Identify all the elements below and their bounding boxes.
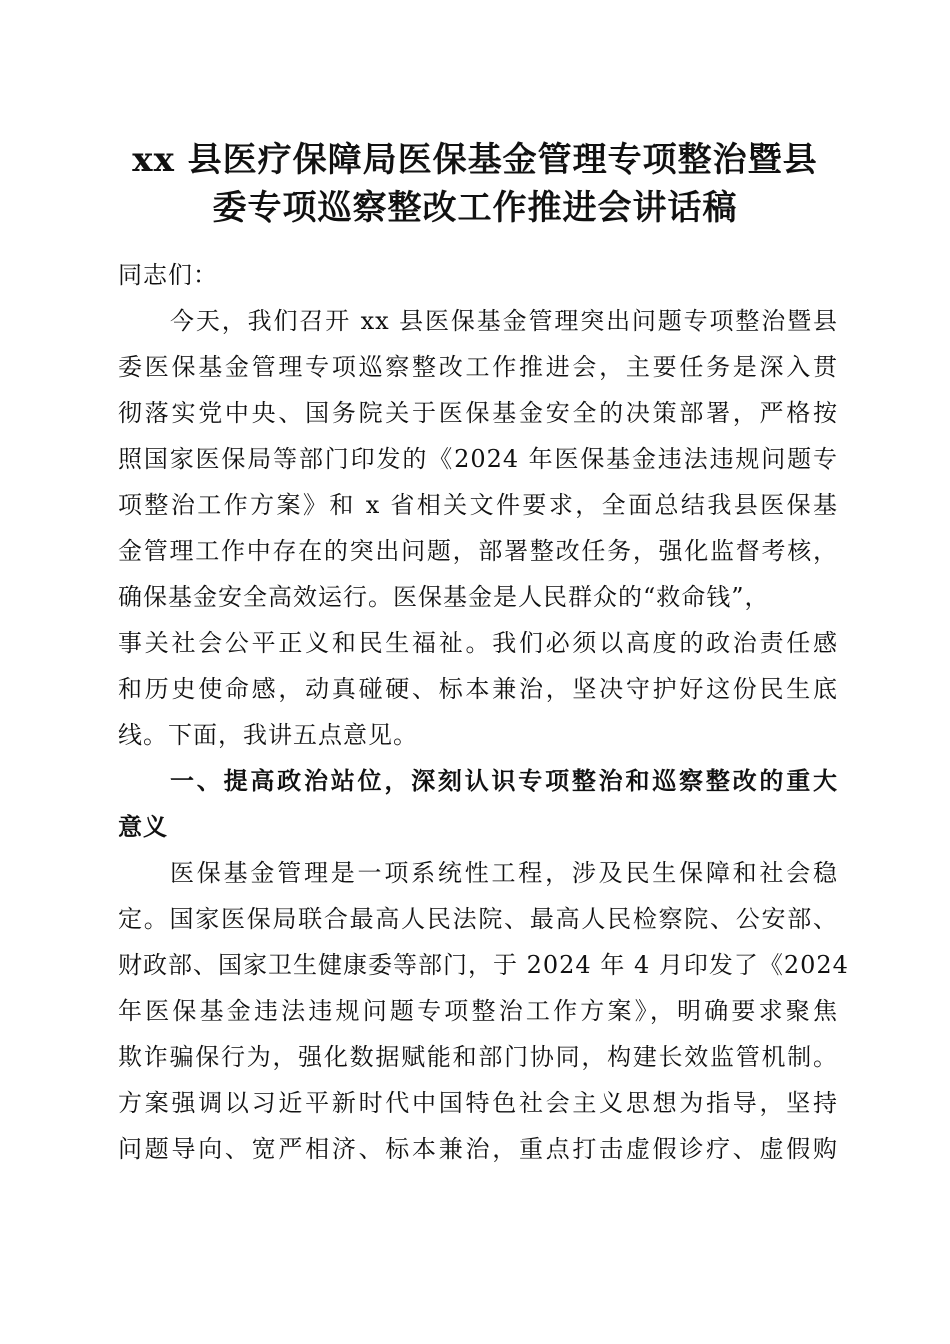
paragraph-line: 彻落实党中央、国务院关于医保基金安全的决策部署，严格按 xyxy=(118,399,838,427)
paragraph-line: 欺诈骗保行为，强化数据赋能和部门协同，构建长效监管机制。 xyxy=(118,1043,838,1071)
paragraph-line: 今天，我们召开 xx 县医保基金管理突出问题专项整治暨县 xyxy=(170,307,838,335)
paragraph-line: 项整治工作方案》和 x 省相关文件要求，全面总结我县医保基 xyxy=(118,491,838,519)
paragraph-line: 委医保基金管理专项巡察整改工作推进会，主要任务是深入贯 xyxy=(118,353,838,381)
paragraph-line: 问题导向、宽严相济、标本兼治，重点打击虚假诊疗、虚假购 xyxy=(118,1135,838,1163)
document-title xyxy=(100,136,850,232)
title-line-2: 委专项巡察整改工作推进会讲话稿 xyxy=(212,188,738,228)
document-body xyxy=(118,252,849,1172)
paragraph-section-1 xyxy=(118,850,849,1172)
paragraph-line: 线。下面，我讲五点意见。 xyxy=(118,721,418,749)
paragraph-line: 方案强调以习近平新时代中国特色社会主义思想为指导，坚持 xyxy=(118,1089,838,1117)
paragraph-intro xyxy=(118,298,838,758)
section-heading-1 xyxy=(118,758,838,850)
paragraph-line: 年医保基金违法违规问题专项整治工作方案》，明确要求聚焦 xyxy=(118,997,838,1025)
paragraph-line: 金管理工作中存在的突出问题，部署整改任务，强化监督考核， xyxy=(118,537,838,565)
heading-line: 一、提高政治站位，深刻认识专项整治和巡察整改的重大 xyxy=(170,767,838,795)
paragraph-line: 照国家医保局等部门印发的《2024 年医保基金违法违规问题专 xyxy=(118,445,838,473)
paragraph-line: 和历史使命感，动真碰硬、标本兼治，坚决守护好这份民生底 xyxy=(118,675,838,703)
heading-line: 意义 xyxy=(118,813,168,841)
paragraph-line: 定。国家医保局联合最高人民法院、最高人民检察院、公安部、 xyxy=(118,905,838,933)
title-line-1: xx 县医疗保障局医保基金管理专项整治暨县 xyxy=(132,140,818,180)
paragraph-line: 医保基金管理是一项系统性工程，涉及民生保障和社会稳 xyxy=(170,859,838,887)
paragraph-line: 确保基金安全高效运行。医保基金是人民群众的“救命钱”， xyxy=(118,583,770,611)
paragraph-line: 事关社会公平正义和民生福祉。我们必须以高度的政治责任感 xyxy=(118,629,838,657)
salutation: 同志们： xyxy=(118,261,218,289)
paragraph-line: 财政部、国家卫生健康委等部门，于 2024 年 4 月印发了《2024 xyxy=(118,951,849,979)
